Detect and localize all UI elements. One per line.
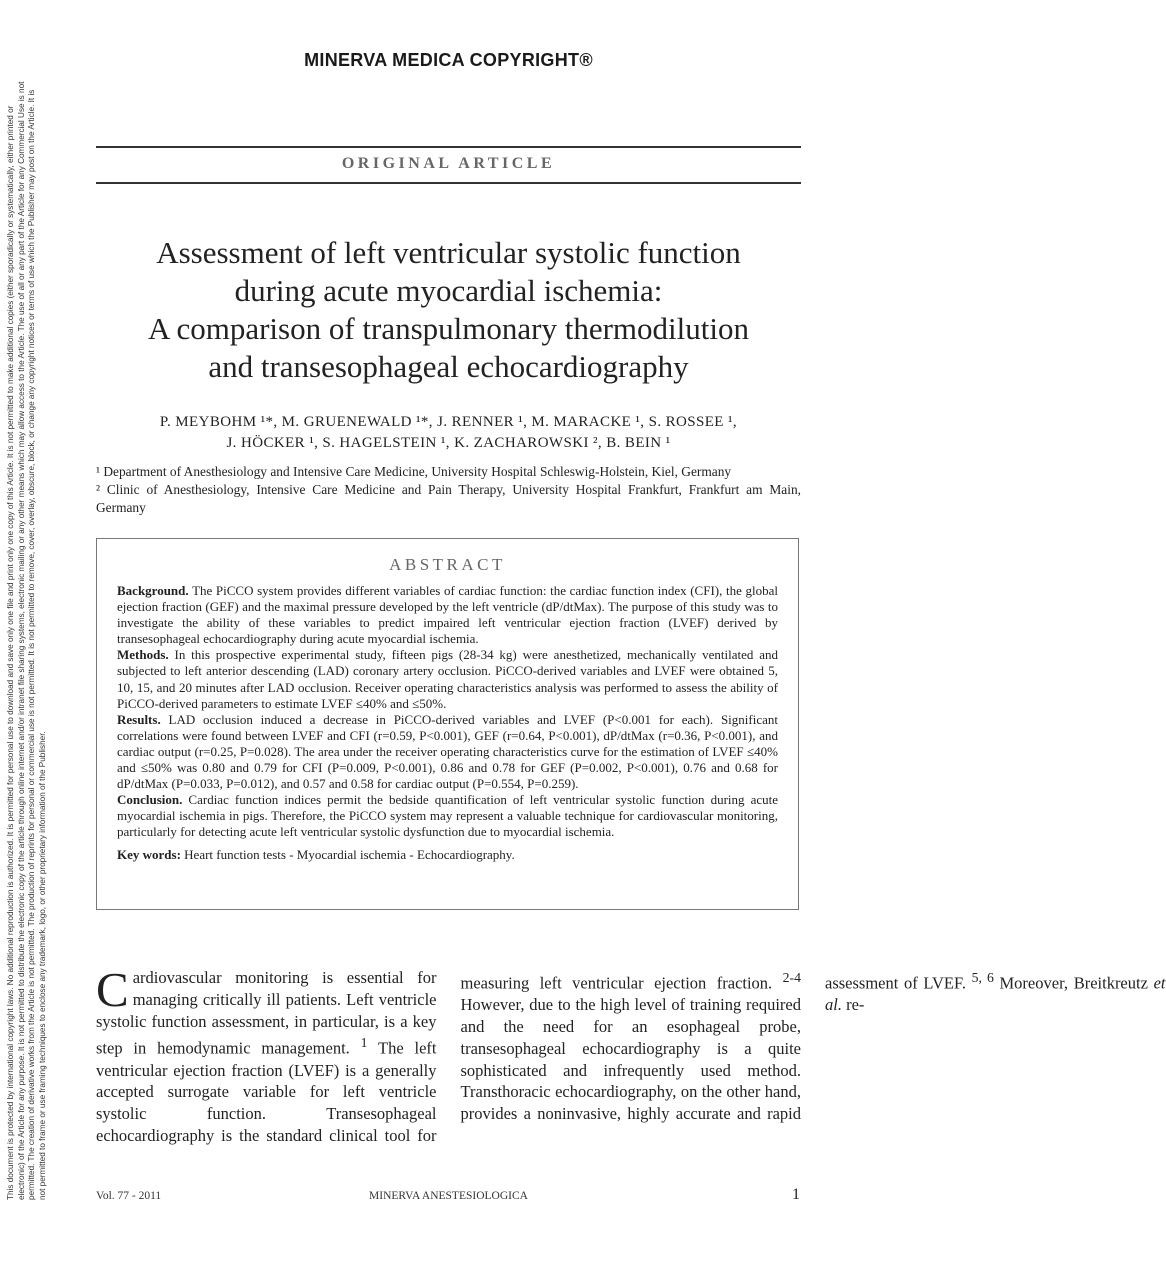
abstract-conclusion — [117, 792, 778, 840]
body-text-4: Moreover, Breitkreutz — [993, 973, 1154, 993]
copyright-side-notice — [6, 80, 64, 1200]
abstract-keywords — [117, 847, 778, 863]
copyright-header: MINERVA MEDICA COPYRIGHT® — [304, 50, 593, 70]
abstract-body — [117, 583, 778, 863]
top-rule — [96, 146, 801, 148]
citation-ref[interactable]: 2-4 — [782, 970, 801, 985]
keywords-text: Heart function tests - Myocardial ischemia - Echocardiography. — [184, 846, 515, 862]
conclusion-text: Cardiac function indices permit the bedside quantification of left ventricular systolic function during acute myocardial ischemia in pigs. Therefore, the PiCCO system may represent a valuable technique for cardiovascular monitoring, particularly for detecting acute left ventricular systolic dysfunction due to myocardial ischemia. — [117, 792, 778, 840]
title-line: and transesophageal echocardiography — [208, 349, 689, 384]
title-line: A comparison of transpulmonary thermodilution — [148, 311, 749, 346]
et-al: et al. — [825, 973, 1166, 1015]
footer-volume: Vol. 77 - 2011 — [96, 1190, 162, 1202]
body-text-2: The left ventricular ejection fraction (LVEF) is a generally accepted surrogate variable for left ventricle systolic function. Transesophageal echocardiography is the standard clinical tool for measuring left ventricular ejection fraction. — [96, 973, 783, 1146]
background-text: The PiCCO system provides different variables of cardiac function: the cardiac function index (CFI), the global ejection fraction (GEF) and the maximal pressure developed by the left ventricle (dP/dtMax). The purpose of this study was to investigate the ability of these variables to predict impaired left ventricular ejection fraction (LVEF) derived by transesophageal echocardiography during acute myocardial ischemia. — [117, 583, 779, 647]
body-text-1: ardiovascular monitoring is essential for managing critically ill patients. Left ventricle systolic function assessment, in particular, is a key step in hemodynamic management. — [96, 968, 437, 1058]
authors-line: J. HÖCKER ¹, S. HAGELSTEIN ¹, K. ZACHAROWSKI ², B. BEIN ¹ — [226, 435, 671, 451]
body-text-5: re- — [841, 995, 865, 1015]
section-rule — [96, 182, 801, 184]
affiliation-1: ¹ Department of Anesthesiology and Intensive Care Medicine, University Hospital Schleswig-Holstein, Kiel, Germany — [96, 464, 732, 479]
affiliation-2: ² Clinic of Anesthesiology, Intensive Care Medicine and Pain Therapy, University Hospital Frankfurt, Frankfurt am Main, Germany — [96, 482, 801, 515]
results-text: LAD occlusion induced a decrease in PiCCO-derived variables and LVEF (P<0.001 for each). Significant correlations were found between LVEF and CFI (r=0.59, P<0.001), GEF (r=0.64, P<0.001), dP/dtMax (r=0.36, P<0.001), and cardiac output (r=0.25, P=0.028). The area under the receiver operating characteristics curve for the estimation of LVEF ≤40% and ≤50% was 0.80 and 0.79 for CFI (P=0.009, P<0.001), 0.86 and 0.78 for GEF (P=0.002, P<0.001), 0.76 and 0.68 for dP/dtMax (P=0.033, P=0.012), and 0.57 and 0.58 for cardiac output (P=0.554, P=0.259). — [117, 711, 778, 792]
abstract-heading: ABSTRACT — [389, 555, 506, 574]
page-number: 1 — [792, 1186, 800, 1203]
citation-ref[interactable]: 1 — [360, 1035, 368, 1051]
abstract-results — [117, 712, 778, 792]
body-paragraph — [96, 962, 1166, 1147]
drop-cap: C — [96, 962, 129, 1017]
section-label: ORIGINAL ARTICLE — [341, 155, 556, 172]
conclusion-label: Conclusion. — [117, 792, 183, 808]
side-notice-text: This document is protected by international copyright laws. No additional reproduction is authorized. It is permitted for personal use to download and save only one file and print only one copy of this Article. It is not permitted to make additional copies (either sporadically or systematically, either printed or electronic) of the Article for any purpose. It is not permitted to distribute the electronic copy of the article through online internet and/or intranet file sharing systems, electronic mailing or any other means which may allow access to the Article. The use of all or any part of the Article for any Commercial Use is not permitted. The creation of derivative works from the Article is not permitted. The production of reprints for personal or commercial use is not permitted. It is not permitted to remove, cover, overlay, obscure, block, or change any copyright notices or terms of use which the Publisher may post on the Article. It is not permitted to frame or use framing techniques to enclose any trademark, logo, or other proprietary information of the Publisher. — [6, 81, 47, 1200]
abstract-box — [96, 538, 799, 910]
footer-journal: MINERVA ANESTESIOLOGICA — [369, 1190, 528, 1202]
results-label: Results. — [117, 711, 161, 727]
authors-line: P. MEYBOHM ¹*, M. GRUENEWALD ¹*, J. RENNER ¹, M. MARACKE ¹, S. ROSSEE ¹, — [159, 414, 738, 430]
background-label: Background. — [117, 583, 189, 598]
body-text-3: However, due to the high level of training required and the need for an esophageal probe, transesophageal echocardiography is a quite sophisticated and infrequently used method. Transthoracic echocardiography, on the other hand, provides a noninvasive, highly accurate and rapid assessment of LVEF. — [460, 973, 972, 1124]
abstract-background — [117, 583, 778, 647]
title-line: Assessment of left ventricular systolic function — [156, 235, 741, 270]
title-line: during acute myocardial ischemia: — [234, 273, 663, 308]
citation-ref[interactable]: 5, 6 — [971, 970, 994, 985]
affiliations — [96, 463, 801, 517]
methods-label: Methods. — [117, 647, 169, 663]
author-list — [96, 412, 801, 454]
article-body — [96, 962, 1166, 1147]
article-title — [96, 234, 801, 386]
abstract-methods — [117, 647, 778, 711]
methods-text: In this prospective experimental study, fifteen pigs (28-34 kg) were anesthetized, mechanically ventilated and subjected to left anterior descending (LAD) coronary artery occlusion. PiCCO-derived variables and LVEF were obtained 5, 10, 15, and 20 minutes after LAD occlusion. Receiver operating characteristics analysis was performed to assess the ability of PiCCO-derived parameters to estimate LVEF ≤40% and ≤50%. — [117, 647, 779, 711]
keywords-label: Key words: — [117, 846, 181, 862]
